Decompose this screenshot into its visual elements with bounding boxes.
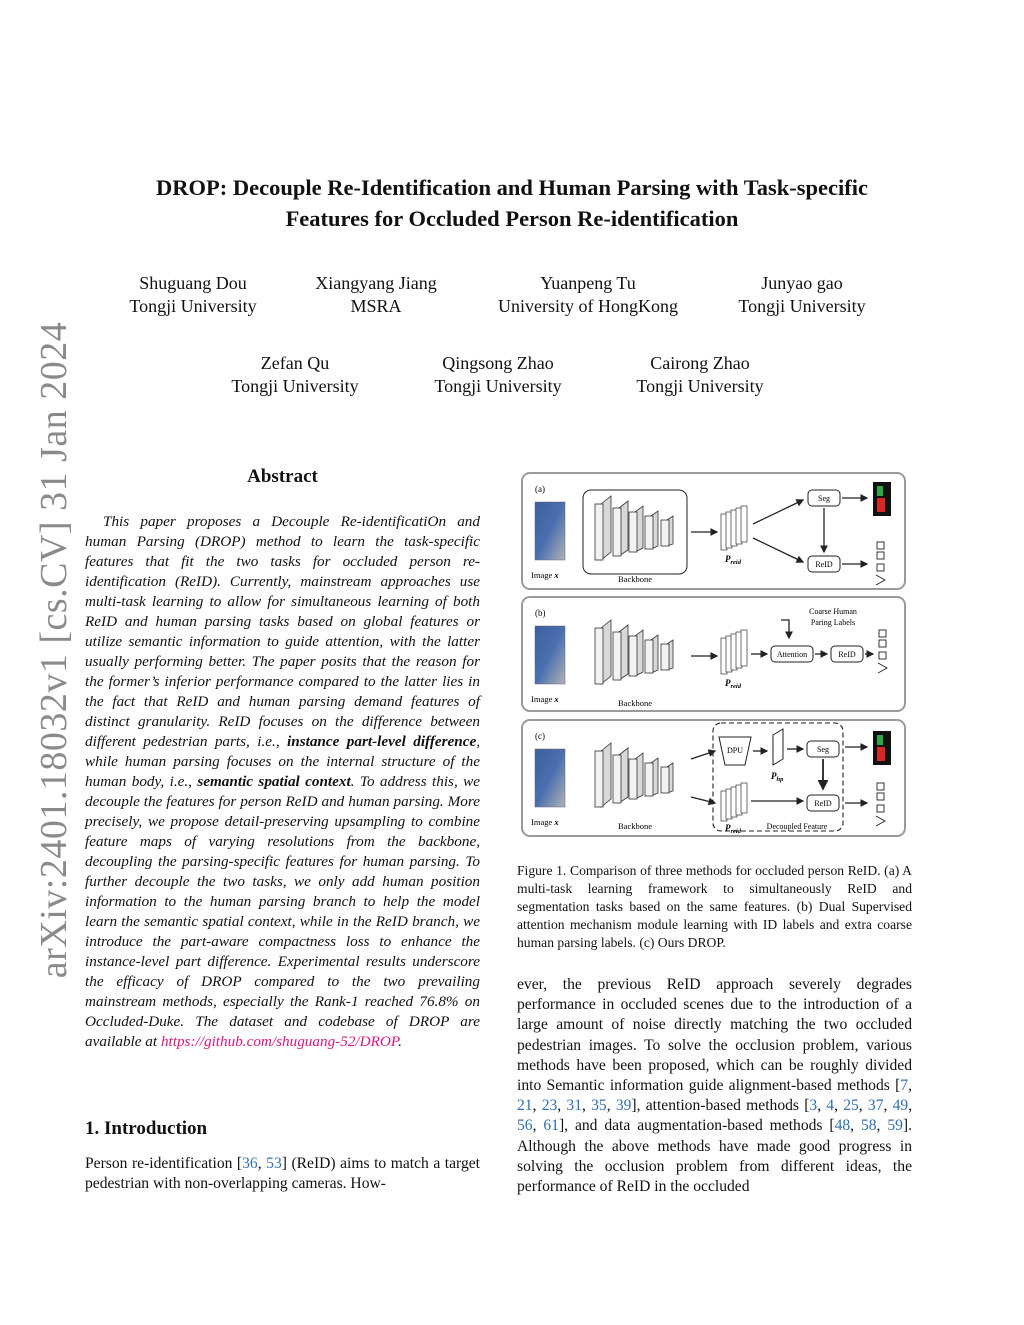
author-affiliation: Tongji University xyxy=(738,296,866,316)
author-name: Cairong Zhao xyxy=(650,353,750,373)
body-text: ]. Although the above methods have made good progress in solving the occlusion problem from different ideas, the performance of ReID in the occluded xyxy=(517,1117,912,1196)
paper-title xyxy=(80,172,944,234)
intro-text: ] (ReID) aims to match a target pedestrian with non-overlapping cameras. How- xyxy=(85,1155,480,1193)
citation-link[interactable]: 25 xyxy=(843,1097,859,1115)
author-block xyxy=(682,272,922,318)
panel-c xyxy=(522,720,905,836)
citation-link[interactable]: 21 xyxy=(517,1097,533,1115)
author-name: Junyao gao xyxy=(761,273,843,293)
p-hp-label: $P_{hp}$ xyxy=(771,771,784,783)
dpu-label: DPU xyxy=(726,746,744,755)
citation-link[interactable]: 23 xyxy=(541,1097,558,1115)
seg-label: Seg xyxy=(818,494,830,503)
seg-label: Seg xyxy=(817,745,829,754)
panel-b xyxy=(522,597,905,711)
citation-link[interactable]: 56 xyxy=(517,1117,533,1135)
coarse-labels-text: Coarse Human xyxy=(809,607,857,616)
panel-label: (b) xyxy=(535,608,546,618)
intro-text: Person re-identification [ xyxy=(85,1155,243,1172)
body-text: ], and data augmentation-based methods [ xyxy=(558,1117,835,1135)
decoupled-feature-label: Decoupled Feature xyxy=(766,822,828,831)
author-name: Xiangyang Jiang xyxy=(315,273,437,293)
author-affiliation: MSRA xyxy=(350,296,402,316)
citation-link[interactable]: 37 xyxy=(867,1097,884,1115)
citation-link[interactable]: 61 xyxy=(543,1117,559,1135)
reid-label: ReID xyxy=(815,560,833,569)
reid-label: ReID xyxy=(814,799,832,808)
intro-continued: ever, the previous ReID approach severely degrades performance in occluded scenes due to the introduction of a large amount of noise directly matching the two occluded pedestrian images. To solve the occlusion problem, various methods have been proposed, which can be roughly divided into Semantic information guide alignment-based methods [7, 21, 23, 31, 35, 39], attention-based methods [3, 4, 25, 37, 49, 56, 61], and data augmentation-based methods [48, 58, 59]. Although the above methods have made good progress in solving the occlusion problem from different ideas, the performance of ReID in the occluded xyxy=(517,976,913,1196)
citation-link[interactable]: 53 xyxy=(266,1155,282,1172)
citation-link[interactable]: 48 xyxy=(834,1117,851,1135)
backbone-label: Backbone xyxy=(618,574,652,584)
code-link[interactable]: https://github.com/shuguang-52/DROP xyxy=(160,1033,399,1050)
author-affiliation: Tongji University xyxy=(434,376,562,396)
coarse-labels-text: Paring Labels xyxy=(810,618,856,627)
intro-text: , xyxy=(257,1155,267,1172)
abstract-text: . xyxy=(398,1033,402,1050)
author-block xyxy=(468,272,708,318)
p-reid-label: $P_{reid}$ xyxy=(725,554,741,566)
author-block xyxy=(580,352,820,398)
citation-link[interactable]: 35 xyxy=(591,1097,607,1115)
author-name: Qingsong Zhao xyxy=(442,353,554,373)
author-block xyxy=(256,272,496,318)
figure-1-diagram xyxy=(521,472,907,838)
introduction-body xyxy=(85,1154,480,1194)
citation-link[interactable]: 49 xyxy=(892,1097,909,1115)
citation-link[interactable]: 36 xyxy=(242,1155,258,1172)
p-reid-label: $P_{reid}$ xyxy=(725,678,741,690)
attention-label: Attention xyxy=(776,650,808,659)
caption-label: Figure 1. xyxy=(517,863,567,878)
author-affiliation: Tongji University xyxy=(231,376,359,396)
backbone-label: Backbone xyxy=(618,698,652,708)
reid-label: ReID xyxy=(838,650,856,659)
author-name: Zefan Qu xyxy=(260,353,330,373)
person-image xyxy=(535,502,565,560)
person-image xyxy=(535,626,565,684)
section-heading: 1. Introduction xyxy=(85,1118,208,1139)
image-caption: Image x xyxy=(531,817,559,827)
panel-label: (a) xyxy=(535,484,545,494)
abstract-text: , while human parsing focuses on the internal structure of the human body, i.e., xyxy=(85,733,480,790)
citation-link[interactable]: 31 xyxy=(566,1097,582,1115)
abstract-text: This paper proposes a Decouple Re-identificatiOn and human Parsing (DROP) method to learn the task-specific features that fit the two tasks for occluded person re-identification (ReID). Currently, mainstream approaches use multi-task learning to allow for simultaneous learning of both ReID and human parsing tasks based on global features or utilize semantic information to guide attention, with the latter usually performing better. The paper posits that the reason for the former’s inferior performance compared to the latter lies in the fact that ReID and human parsing demand features of distinct granularity. ReID focuses on the difference between different pedestrian parts, i.e., xyxy=(85,513,480,750)
p-hp-block xyxy=(773,729,783,765)
caption-text: Comparison of three methods for occluded person ReID. (a) A multi-task learning framework to simultaneously ReID and segmentation tasks based on the same features. (b) Dual Supervised attention mechanism module learning with ID labels and extra coarse human parsing labels. (c) Ours DROP. xyxy=(517,863,912,950)
title-line-2: Features for Occluded Person Re-identification xyxy=(285,206,739,231)
arxiv-identifier: arXiv:2401.18032v1 [cs.CV] 31 Jan 2024 xyxy=(33,321,75,979)
author-affiliation: Tongji University xyxy=(636,376,764,396)
p-reid-label: $P_{reid}$ xyxy=(725,823,741,835)
backbone-label: Backbone xyxy=(618,821,652,831)
panel-frame xyxy=(522,473,905,589)
title-line-1: DROP: Decouple Re-Identification and Human Parsing with Task-specific xyxy=(156,175,868,200)
abstract-text: . To address this, we decouple the features for person ReID and human parsing. More precisely, we propose detail-preserving upsampling to combine feature maps of varying resolutions from the backbone, decoupling the parsing-specific features for human parsing. To further decouple the two tasks, we only add human position information to the human parsing branch to help the model learn the semantic spatial context, while in the ReID branch, we introduce the part-aware compactness loss to enhance the instance-level part difference. Experimental results underscore the efficacy of DROP compared to the two prevailing mainstream methods, especially the Rank-1 reached 76.8% on Occluded-Duke. The dataset and codebase of DROP are available at xyxy=(85,773,481,1050)
abstract-body xyxy=(85,512,480,1052)
citation-link[interactable]: 7 xyxy=(900,1077,909,1095)
citation-link[interactable]: 39 xyxy=(615,1097,632,1115)
citation-link[interactable]: 59 xyxy=(887,1117,903,1135)
body-text: ever, the previous ReID approach severely degrades performance in occluded scenes due to the introduction of a large amount of noise directly matching the two occluded pedestrian images. To solve the occlusion problem, various methods have been proposed, which can be roughly divided into Semantic information guide alignment-based methods [ xyxy=(517,976,912,1095)
author-affiliation: University of HongKong xyxy=(498,296,678,316)
body-text: ], attention-based methods [ xyxy=(631,1097,810,1115)
citation-link[interactable]: 4 xyxy=(826,1097,835,1115)
author-affiliation: Tongji University xyxy=(129,296,257,316)
figure-caption xyxy=(517,862,912,952)
panel-a xyxy=(522,473,905,589)
panel-label: (c) xyxy=(535,731,545,741)
abstract-emphasis: semantic spatial context xyxy=(197,773,351,790)
person-image xyxy=(535,749,565,807)
author-name: Shuguang Dou xyxy=(139,273,247,293)
citation-link[interactable]: 3 xyxy=(809,1097,818,1115)
abstract-heading: Abstract xyxy=(247,466,318,487)
image-caption: Image x xyxy=(531,694,559,704)
abstract-emphasis: instance part-level difference xyxy=(287,733,477,750)
image-caption: Image x xyxy=(531,570,559,580)
author-name: Yuanpeng Tu xyxy=(540,273,636,293)
citation-link[interactable]: 58 xyxy=(860,1117,877,1135)
